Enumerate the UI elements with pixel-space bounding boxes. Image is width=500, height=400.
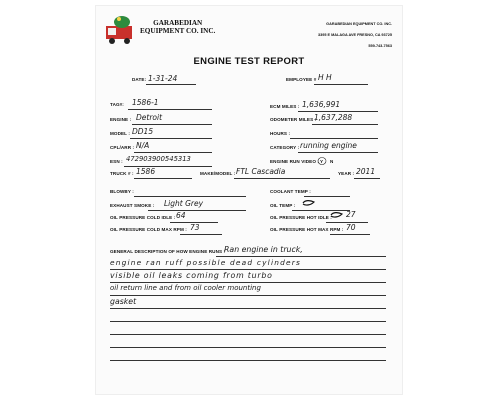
oil-temp-scribble [302, 199, 316, 207]
year-label: YEAR : [338, 171, 355, 176]
employee-value[interactable]: H H [318, 73, 332, 82]
company-name [140, 20, 215, 35]
engine-label: ENGINE : [110, 117, 132, 122]
ecm-miles-label: ECM MILES : [270, 104, 300, 109]
video-yes-circle-mark [317, 156, 327, 166]
description-line-2[interactable]: engine ran ruff possible dead cylinders [110, 258, 302, 267]
exhaust-smoke-label: EXHAUST SMOKE : [110, 203, 155, 208]
model-label: MODEL : [110, 131, 131, 136]
exhaust-smoke-value[interactable]: Light Grey [164, 199, 204, 208]
truck-value[interactable]: 1586 [136, 167, 156, 176]
oil-pressure-hot-idle-value[interactable]: 27 [346, 210, 356, 219]
year-value[interactable]: 2011 [356, 167, 376, 176]
make-model-value[interactable]: FTL Cascadia [236, 167, 286, 176]
date-value[interactable]: 1-31-24 [148, 74, 178, 83]
odometer-value[interactable]: 1,637,288 [314, 113, 353, 122]
report-title: ENGINE TEST REPORT [193, 56, 305, 67]
company-logo [102, 14, 138, 44]
report-sheet [96, 6, 402, 394]
hot-idle-scribble [330, 211, 344, 219]
company-phone: 559-743-7563 [368, 44, 392, 48]
date-label: DATE: [132, 77, 147, 82]
company-address: 3395 E MALAGA AVE FRESNO, CA 93725 [318, 33, 392, 37]
category-value[interactable]: running engine [300, 141, 357, 150]
make-model-label: MAKE/MODEL : [200, 171, 236, 176]
oil-pressure-hot-idle-label: OIL PRESSURE HOT IDLE : [270, 215, 332, 220]
oil-pressure-hot-max-value[interactable]: 70 [346, 223, 356, 232]
video-label: ENGINE RUN VIDEO : [270, 159, 320, 164]
video-no-option[interactable] [330, 159, 333, 164]
engine-value[interactable]: Detroit [136, 113, 163, 122]
cpl-label: CPL/ARR : [110, 145, 135, 150]
employee-label: EMPLOYEE # [286, 77, 317, 82]
oil-pressure-cold-max-label: OIL PRESSURE COLD MAX RPM : [110, 227, 187, 232]
ecm-miles-value[interactable]: 1,636,991 [302, 100, 341, 109]
oil-temp-label: OIL TEMP : [270, 203, 296, 208]
company-line1: GARABEDIAN [153, 19, 203, 27]
description-line-1[interactable]: Ran engine in truck, [224, 245, 303, 254]
company-address-block [318, 22, 392, 48]
company-line2: EQUIPMENT CO. INC. [140, 26, 216, 35]
odometer-label: ODOMETER MILES : [270, 117, 317, 122]
description-line-4[interactable]: oil return line and from oil cooler mounting [110, 284, 261, 292]
esn-label: ESN : [110, 159, 123, 164]
category-label: CATEGORY : [270, 145, 300, 150]
oil-pressure-cold-idle-value[interactable]: 64 [176, 211, 186, 220]
company-name-small: GARABEDIAN EQUIPMENT CO. INC. [326, 22, 392, 26]
oil-pressure-cold-idle-label: OIL PRESSURE COLD IDLE : [110, 215, 176, 220]
oil-pressure-hot-max-label: OIL PRESSURE HOT MAX RPM : [270, 227, 344, 232]
truck-label: TRUCK # : [110, 171, 134, 176]
hours-label: HOURS : [270, 131, 291, 136]
description-label: GENERAL DESCRIPTION OF HOW ENGINE RUNS : [110, 249, 226, 254]
oil-pressure-cold-max-value[interactable]: 73 [190, 223, 200, 232]
blowby-label: BLOWBY : [110, 189, 134, 194]
tag-value[interactable]: 1586-1 [132, 98, 159, 107]
video-no-label: N [330, 159, 334, 164]
description-line-5[interactable]: gasket [110, 297, 137, 306]
description-line-3[interactable]: visible oil leaks coming from turbo [110, 271, 273, 280]
coolant-temp-label: COOLANT TEMP : [270, 189, 311, 194]
model-value[interactable]: DD15 [132, 127, 154, 136]
cpl-value[interactable]: N/A [136, 141, 150, 150]
video-yes-label: Y [320, 159, 324, 164]
esn-value[interactable]: 472903900545313 [126, 155, 191, 163]
tag-label: TAG#: [110, 102, 124, 107]
